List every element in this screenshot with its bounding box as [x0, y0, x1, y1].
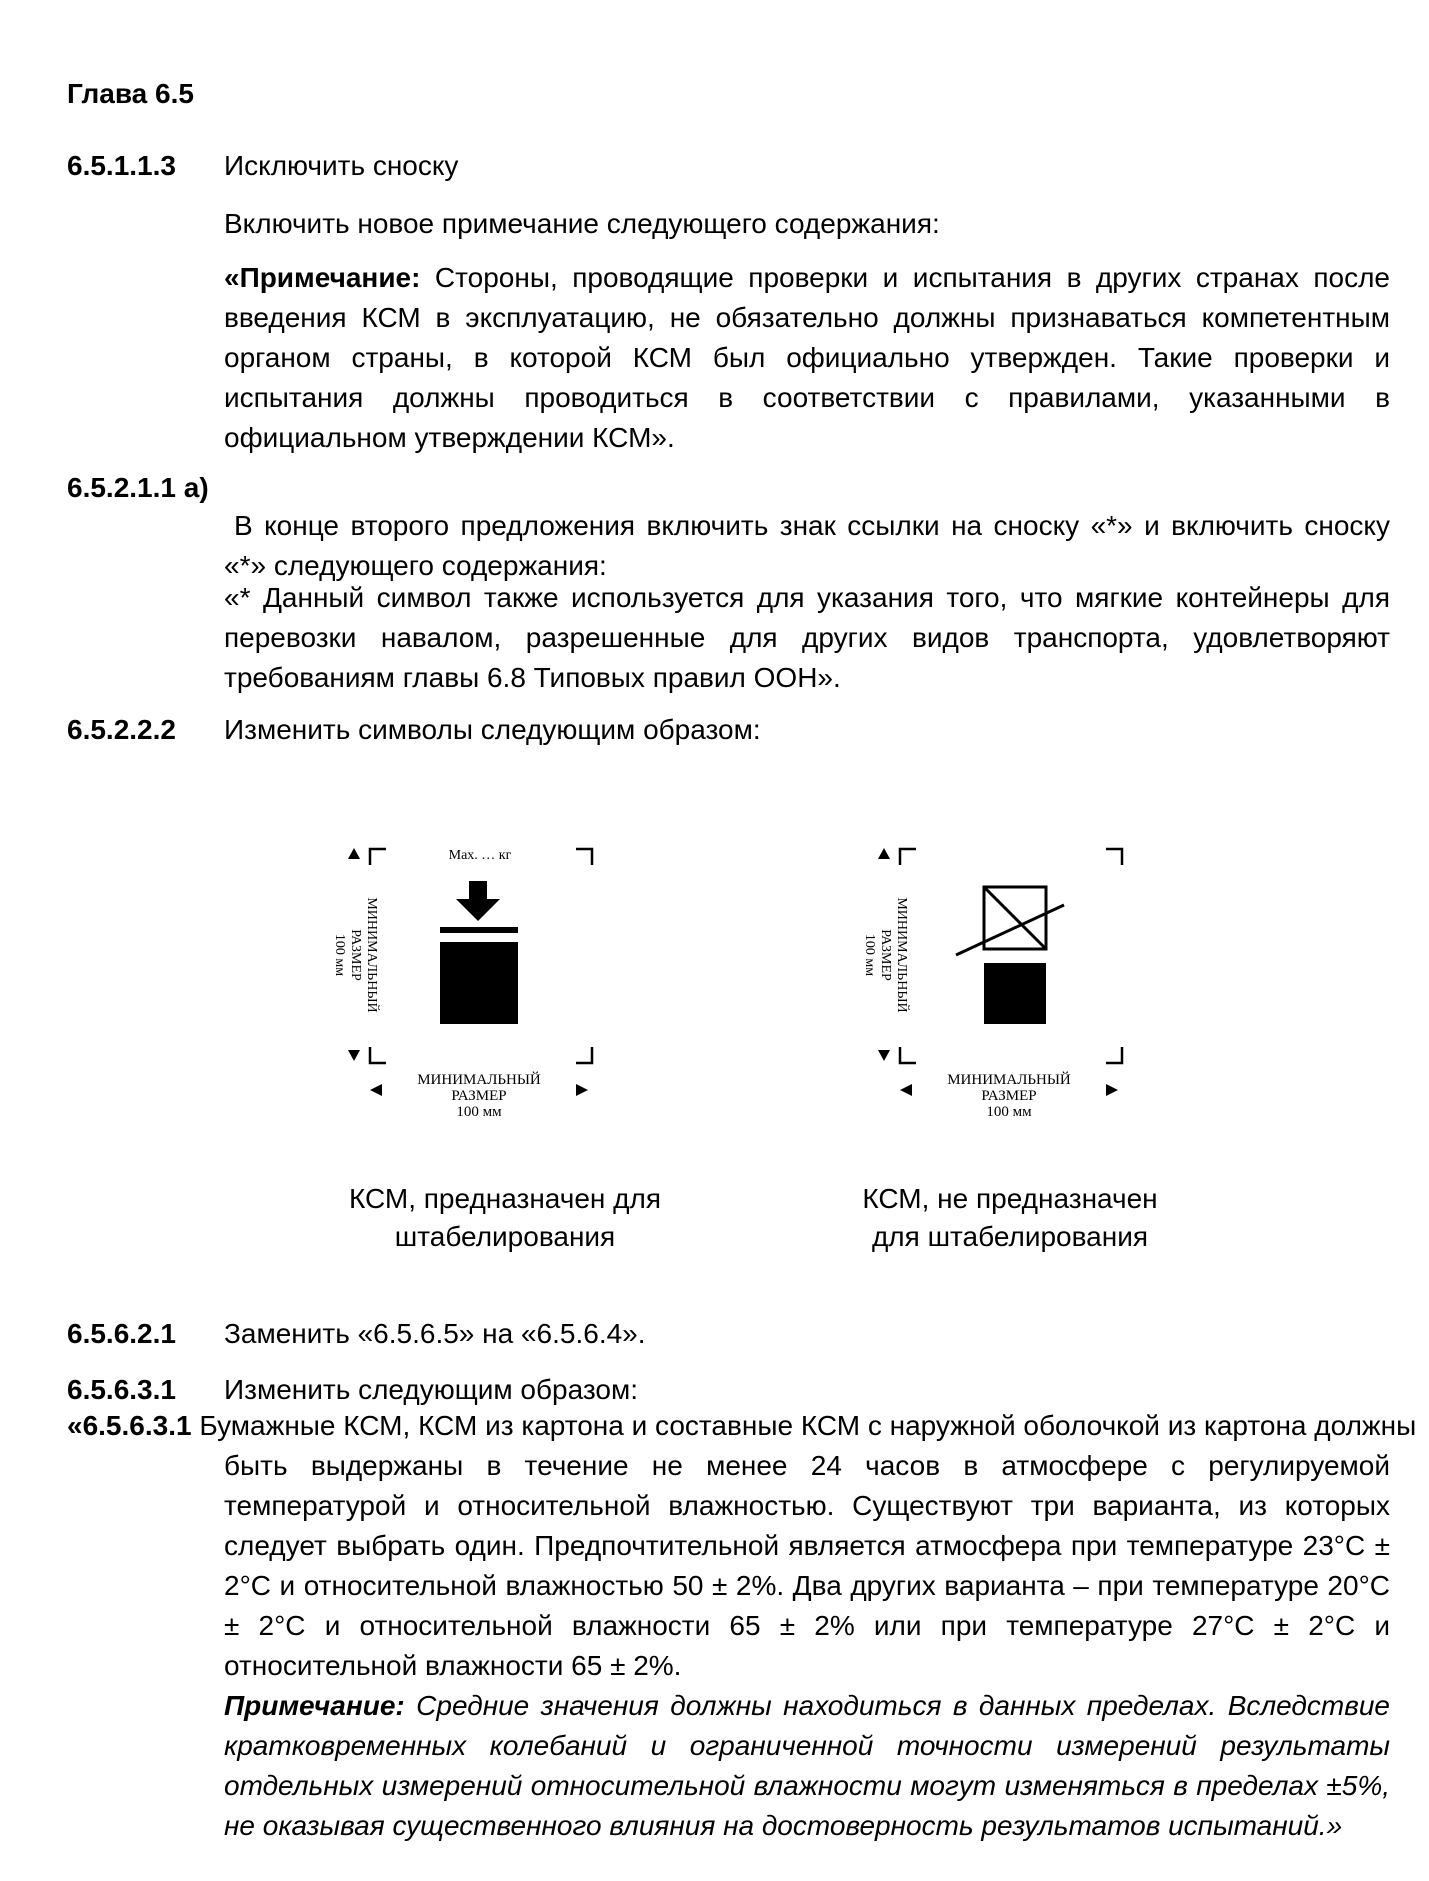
footnote-text: «* Данный символ также используется для указания того, что мягкие контейнеры для перевозки навалом, разрешенные для других видов транспорта, удовлетворяют требованиям главы 6.8 Типовых правил ООН».	[224, 582, 1390, 693]
arrow-down-icon	[878, 1050, 890, 1061]
container-box	[440, 942, 518, 1024]
arrow-left-icon	[900, 1084, 912, 1096]
note-text: Средние значения должны находиться в данных пределах. Вследствие кратковременных колебаний и ограниченной точности измерений результаты отдельных измерений относительной влажности могут изменяться в пределах ±5%, не оказывая существенного влияния на достоверность результатов испытаний.»	[224, 1690, 1390, 1841]
bottom-size-label	[417, 1071, 541, 1120]
stack-bar	[440, 927, 518, 933]
stackable-symbol	[300, 835, 600, 1145]
corner-mark	[900, 1047, 916, 1063]
arrow-right-icon	[576, 1084, 588, 1096]
section-text: Исключить сноску	[224, 150, 459, 181]
side-size-label	[862, 897, 911, 1012]
section-number: 6.5.1.1.3	[67, 150, 176, 181]
section-text: В конце второго предложения включить знак ссылки на сноску «*» и включить сноску «*» следующего содержания:	[224, 510, 1390, 581]
quote-first-line	[67, 1406, 1417, 1446]
chapter-heading: Глава 6.5	[67, 78, 194, 109]
section-text: Заменить «6.5.6.5» на «6.5.6.4».	[224, 1318, 646, 1349]
note-label: «Примечание:	[224, 262, 421, 293]
svg-text:100 мм: 100 мм	[986, 1104, 1032, 1120]
load-arrow-icon	[456, 899, 500, 921]
section-number: 6.5.2.1.1 a)	[67, 472, 209, 503]
quote-paragraph: быть выдержаны в течение не менее 24 часов в атмосфере с регулируемой температурой и относительной влажностью. Существуют три варианта, из которых следует выбрать один. Предпочтительной является атмосфера при температуре 23°C ± 2°C и относительной влажностью 50 ± 2%. Два других варианта – при температуре 20°C ± 2°C и относительной влажности 65 ± 2% или при температуре 27°C ± 2°C и относительной влажности 65 ± 2%.	[224, 1450, 1390, 1681]
section-text: Изменить символы следующим образом:	[224, 714, 761, 745]
max-weight-label: Max. … кг	[448, 848, 512, 863]
quote-text: Бумажные КСМ, КСМ из картона и составные КСМ с наружной оболочкой из картона должны	[191, 1410, 1417, 1441]
quote-number: «6.5.6.3.1	[67, 1410, 192, 1441]
section-text: Изменить следующим образом:	[224, 1374, 638, 1405]
svg-text:МИНИМАЛЬНЫЙ: МИНИМАЛЬНЫЙ	[417, 1072, 541, 1088]
svg-text:МИНИМАЛЬНЫЙ: МИНИМАЛЬНЫЙ	[894, 897, 909, 1013]
svg-text:РАЗМЕР: РАЗМЕР	[348, 929, 363, 981]
svg-text:100 мм: 100 мм	[862, 933, 877, 977]
arrow-up-icon	[878, 848, 890, 859]
corner-mark	[1106, 1047, 1122, 1063]
svg-text:100 мм: 100 мм	[332, 933, 347, 977]
arrow-up-icon	[348, 848, 360, 859]
corner-mark	[370, 849, 386, 865]
svg-text:РАЗМЕР: РАЗМЕР	[981, 1088, 1037, 1104]
corner-mark	[576, 1047, 592, 1063]
bottom-size-label	[947, 1071, 1071, 1120]
note-paragraph	[224, 1686, 1390, 1846]
arrow-left-icon	[370, 1084, 382, 1096]
corner-mark	[576, 849, 592, 865]
load-arrow-icon	[469, 881, 487, 901]
symbol-caption-stackable: КСМ, предназначен для штабелирования	[348, 1183, 662, 1252]
section-text: Включить новое примечание следующего содержания:	[224, 208, 940, 239]
section-number: 6.5.2.2.2	[67, 714, 176, 745]
svg-text:100 мм: 100 мм	[456, 1104, 502, 1120]
corner-mark	[900, 849, 916, 865]
svg-text:МИНИМАЛЬНЫЙ: МИНИМАЛЬНЫЙ	[364, 897, 379, 1013]
arrow-right-icon	[1106, 1084, 1118, 1096]
note-text: Стороны, проводящие проверки и испытания в других странах после введения КСМ в эксплуатацию, не обязательно должны признаваться компетентным органом страны, в которой КСМ был официально утвержден. Такие проверки и испытания должны проводиться в соответствии с правилами, указанными в официальном утверждении КСМ».	[224, 262, 1390, 453]
svg-text:РАЗМЕР: РАЗМЕР	[451, 1088, 507, 1104]
non-stackable-symbol	[830, 835, 1130, 1145]
corner-mark	[1106, 849, 1122, 865]
note-paragraph	[224, 258, 1390, 458]
container-box	[984, 963, 1046, 1024]
arrow-down-icon	[348, 1050, 360, 1061]
side-size-label	[332, 897, 381, 1012]
symbol-caption-non-stackable: КСМ, не предназначен для штабелирования	[862, 1183, 1158, 1252]
corner-mark	[370, 1047, 386, 1063]
section-number: 6.5.6.3.1	[67, 1374, 176, 1405]
note-label: Примечание:	[224, 1690, 405, 1721]
section-number: 6.5.6.2.1	[67, 1318, 176, 1349]
svg-text:МИНИМАЛЬНЫЙ: МИНИМАЛЬНЫЙ	[947, 1072, 1071, 1088]
svg-text:РАЗМЕР: РАЗМЕР	[878, 929, 893, 981]
